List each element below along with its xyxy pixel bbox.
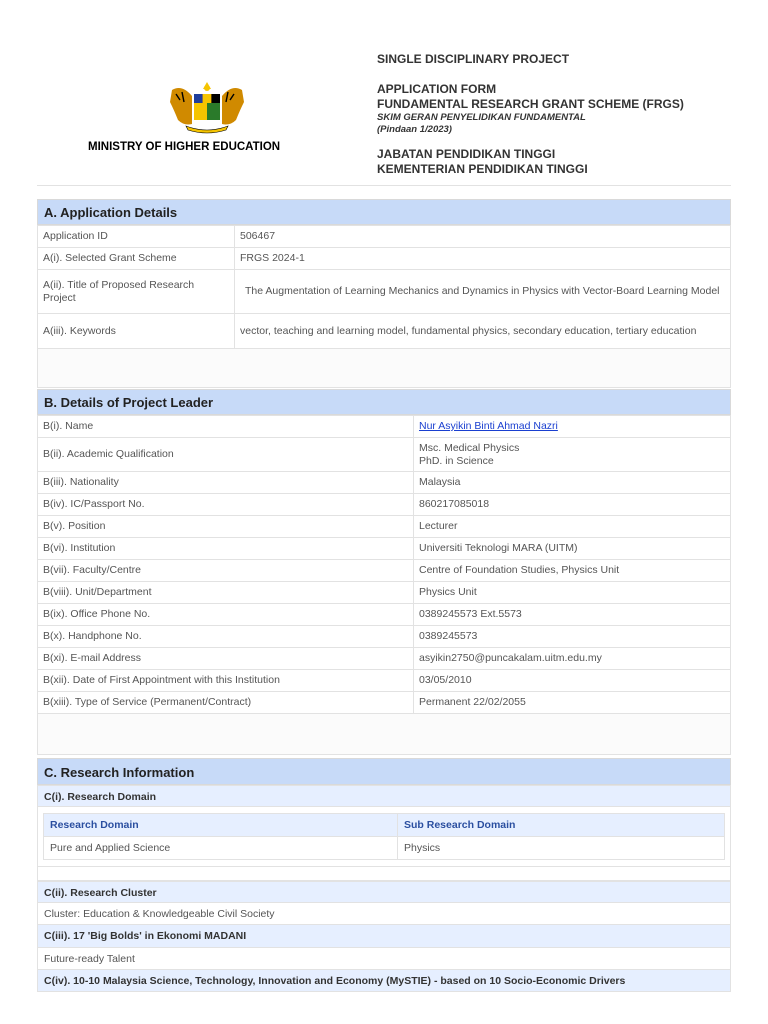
big-bolds-value: Future-ready Talent	[37, 948, 731, 970]
row-label: B(vi). Institution	[38, 538, 414, 560]
row-value: Lecturer	[414, 516, 731, 538]
research-cluster-value: Cluster: Education & Knowledgeable Civil Society	[37, 903, 731, 925]
table-row	[38, 438, 731, 472]
row-value: Universiti Teknologi MARA (UITM)	[414, 538, 731, 560]
row-value: 03/05/2010	[414, 670, 731, 692]
section-spacer	[37, 714, 731, 755]
table-row	[38, 560, 731, 582]
row-label: A(i). Selected Grant Scheme	[38, 248, 235, 270]
table-row	[38, 416, 731, 438]
table-row	[38, 472, 731, 494]
table-row	[38, 494, 731, 516]
scheme-name: FUNDAMENTAL RESEARCH GRANT SCHEME (FRGS)	[377, 97, 684, 111]
row-value: 0389245573	[414, 626, 731, 648]
project-leader-table	[37, 415, 731, 714]
form-title: APPLICATION FORM	[377, 82, 497, 96]
qualification-line: Msc. Medical Physics	[419, 441, 520, 454]
row-label: B(viii). Unit/Department	[38, 582, 414, 604]
row-label: B(i). Name	[38, 416, 414, 438]
leader-name-link[interactable]: Nur Asyikin Binti Ahmad Nazri	[419, 420, 558, 432]
table-header-row	[44, 814, 725, 837]
section-title: B. Details of Project Leader	[37, 389, 731, 415]
application-details-table	[37, 225, 731, 349]
row-label: Application ID	[38, 226, 235, 248]
table-row	[38, 582, 731, 604]
qualification-value	[414, 438, 731, 472]
research-cluster-heading: C(ii). Research Cluster	[37, 881, 731, 903]
table-row	[38, 226, 731, 248]
table-row	[38, 270, 731, 314]
row-label: B(xii). Date of First Appointment with this Institution	[38, 670, 414, 692]
row-label: B(iii). Nationality	[38, 472, 414, 494]
ministry-name: MINISTRY OF HIGHER EDUCATION	[88, 141, 281, 153]
form-heading	[377, 52, 684, 177]
table-row	[38, 670, 731, 692]
table-row	[38, 692, 731, 714]
table-row	[38, 538, 731, 560]
grant-scheme-value: FRGS 2024-1	[235, 248, 731, 270]
row-value: 0389245573 Ext.5573	[414, 604, 731, 626]
amendment-note: (Pindaan 1/2023)	[377, 124, 452, 135]
project-title-value: The Augmentation of Learning Mechanics and Dynamics in Physics with Vector-Board Learning Model	[235, 270, 731, 314]
mystie-heading: C(iv). 10-10 Malaysia Science, Technology, Innovation and Economy (MySTIE) - based on 10 Socio-Economic Drivers	[37, 970, 731, 992]
department-name: JABATAN PENDIDIKAN TINGGI	[377, 147, 556, 161]
application-id-value: 506467	[235, 226, 731, 248]
table-row	[44, 837, 725, 860]
row-label: B(v). Position	[38, 516, 414, 538]
section-project-leader	[37, 389, 731, 755]
table-row	[38, 314, 731, 349]
table-row	[38, 604, 731, 626]
big-bolds-heading: C(iii). 17 'Big Bolds' in Ekonomi MADANI	[37, 925, 731, 948]
row-label: B(iv). IC/Passport No.	[38, 494, 414, 516]
row-value: 860217085018	[414, 494, 731, 516]
scheme-name-malay: SKIM GERAN PENYELIDIKAN FUNDAMENTAL	[377, 112, 586, 123]
section-application-details	[37, 199, 731, 388]
research-domain-value: Pure and Applied Science	[44, 837, 398, 860]
coat-of-arms-logo	[164, 80, 250, 136]
sub-research-domain-value: Physics	[398, 837, 725, 860]
row-label: B(x). Handphone No.	[38, 626, 414, 648]
row-label: B(vii). Faculty/Centre	[38, 560, 414, 582]
row-label: B(ii). Academic Qualification	[38, 438, 414, 472]
section-spacer	[37, 867, 731, 881]
row-label: A(ii). Title of Proposed Research Project	[38, 270, 235, 314]
research-domain-heading: C(i). Research Domain	[37, 785, 731, 807]
research-domain-table	[43, 813, 725, 860]
section-spacer	[37, 349, 731, 388]
row-value: Malaysia	[414, 472, 731, 494]
row-value: asyikin2750@puncakalam.uitm.edu.my	[414, 648, 731, 670]
row-label: B(ix). Office Phone No.	[38, 604, 414, 626]
table-row	[38, 516, 731, 538]
row-value: Centre of Foundation Studies, Physics Unit	[414, 560, 731, 582]
research-domain-box	[37, 807, 731, 867]
document-header	[0, 0, 768, 185]
row-value: Permanent 22/02/2055	[414, 692, 731, 714]
row-label: A(iii). Keywords	[38, 314, 235, 349]
keywords-value: vector, teaching and learning model, fundamental physics, secondary education, tertiary education	[235, 314, 731, 349]
header-divider	[37, 185, 731, 186]
column-header-sub-domain: Sub Research Domain	[398, 814, 725, 837]
row-value: Physics Unit	[414, 582, 731, 604]
row-label: B(xiii). Type of Service (Permanent/Contract)	[38, 692, 414, 714]
table-row	[38, 648, 731, 670]
qualification-line: PhD. in Science	[419, 454, 494, 467]
section-title: A. Application Details	[37, 199, 731, 225]
row-label: B(xi). E-mail Address	[38, 648, 414, 670]
ministry-name-malay: KEMENTERIAN PENDIDIKAN TINGGI	[377, 162, 588, 176]
project-type: SINGLE DISCIPLINARY PROJECT	[377, 52, 570, 66]
section-title: C. Research Information	[37, 758, 731, 785]
section-research-information	[37, 758, 731, 992]
table-row	[38, 248, 731, 270]
table-row	[38, 626, 731, 648]
column-header-domain: Research Domain	[44, 814, 398, 837]
